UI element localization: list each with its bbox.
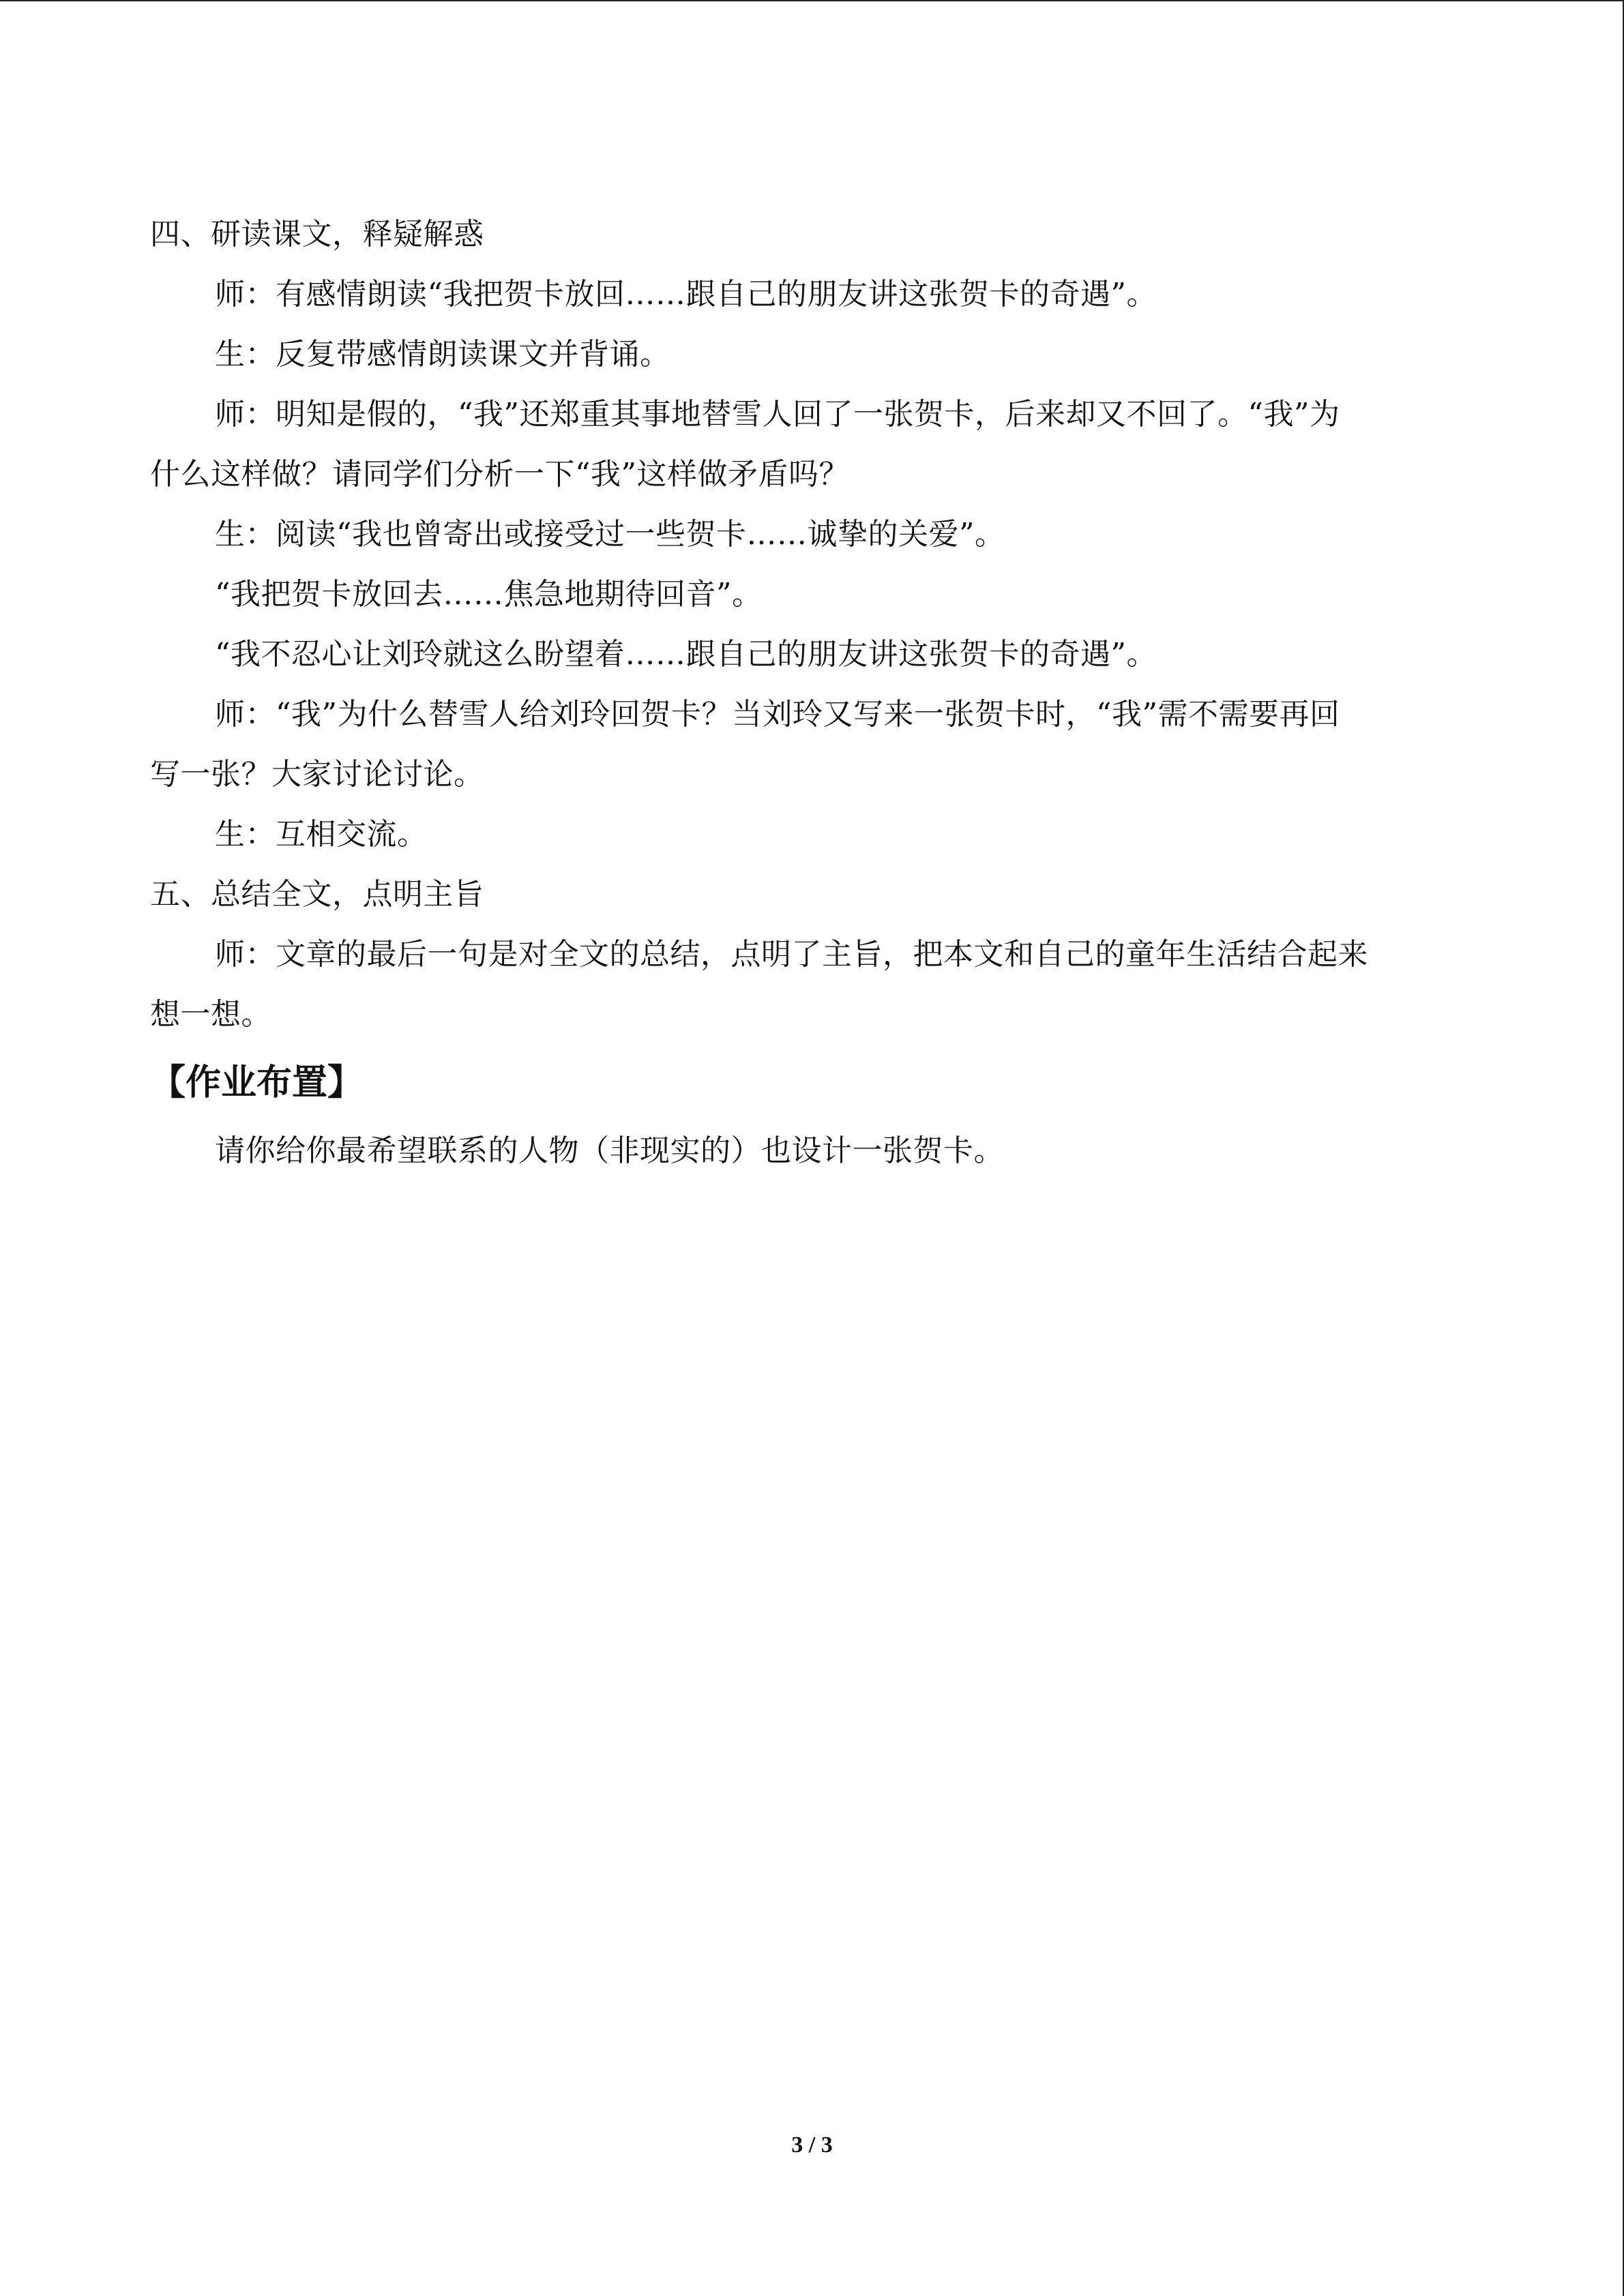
paragraph-line: 什么这样做？请同学们分析一下“我”这样做矛盾吗？ [150, 457, 849, 492]
document-body [150, 205, 1483, 1181]
paragraph-line: 生：阅读“我也曾寄出或接受过一些贺卡……诚挚的关爱”。 [215, 517, 1005, 552]
paragraph-line: 师：文章的最后一句是对全文的总结，点明了主旨，把本文和自己的童年生活结合起来 [215, 937, 1368, 972]
paragraph-line: 想一想。 [150, 997, 271, 1032]
paragraph-line: 师：“我”为什么替雪人给刘玲回贺卡？当刘玲又写来一张贺卡时，“我”需不需要再回 [215, 697, 1340, 732]
paragraph-line: 写一张？大家讨论讨论。 [150, 757, 484, 792]
paragraph-line: 师：明知是假的，“我”还郑重其事地替雪人回了一张贺卡，后来却又不回了。“我”为 [215, 397, 1340, 432]
paragraph-line: 师：有感情朗读“我把贺卡放回……跟自己的朋友讲这张贺卡的奇遇”。 [215, 277, 1157, 312]
section-heading-five: 五、总结全文，点明主旨 [150, 877, 484, 912]
homework-text: 请你给你最希望联系的人物（非现实的）也设计一张贺卡。 [215, 1133, 1004, 1168]
paragraph-line: “我把贺卡放回去……焦急地期待回音”。 [215, 577, 763, 612]
homework-heading: 【作业布置】 [150, 1062, 364, 1103]
paragraph-line: “我不忍心让刘玲就这么盼望着……跟自己的朋友讲这张贺卡的奇遇”。 [215, 637, 1157, 672]
paragraph-line: 生：反复带感情朗读课文并背诵。 [215, 337, 670, 372]
section-heading-four: 四、研读课文，释疑解惑 [150, 217, 484, 252]
paragraph-line: 生：互相交流。 [215, 817, 428, 852]
page-number: 3 / 3 [791, 2132, 833, 2158]
